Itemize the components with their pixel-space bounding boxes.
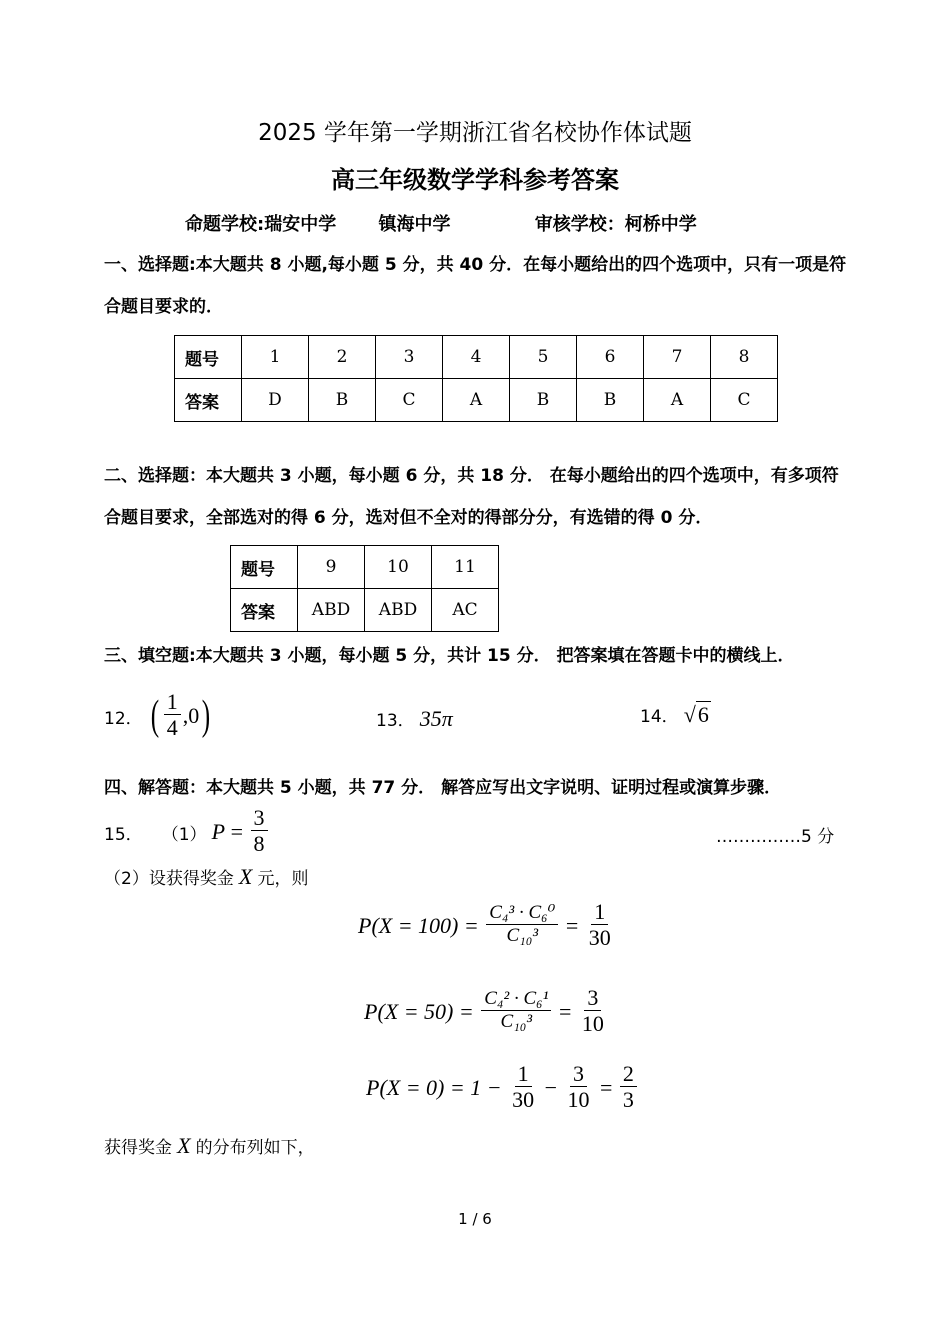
fraction — [164, 690, 181, 742]
row-label-answer: 答案 — [175, 379, 242, 422]
numerator: 3 — [584, 986, 601, 1011]
reviewer-school: 审核学校：柯桥中学 — [534, 214, 697, 235]
question-cell: 7 — [644, 336, 711, 379]
answer-cell: A — [644, 379, 711, 422]
school-info — [185, 210, 697, 236]
answer-cell: B — [577, 379, 644, 422]
section2-heading: 二、选择题：本大题共 3 小题，每小题 6 分，共 18 分． 在每小题给出的四个选项中，有多项符合题目要求，全部选对的得 6 分，选对但不全对的得部分分，有选错的得 0 分． — [104, 466, 839, 528]
left-paren-icon: ( — [150, 692, 159, 739]
denominator: C₁₀³ — [506, 925, 539, 947]
answer-cell: A — [443, 379, 510, 422]
denominator: 30 — [512, 1087, 535, 1113]
q13-value: 35π — [419, 706, 453, 731]
random-variable: X — [177, 1133, 191, 1158]
question-cell: 3 — [376, 336, 443, 379]
numerator: 1 — [515, 1062, 532, 1087]
fraction — [481, 989, 551, 1034]
q15-part1-label: （1） — [161, 824, 207, 845]
table-row — [231, 546, 499, 589]
distribution-text: 获得奖金 — [104, 1138, 172, 1158]
distribution-intro — [104, 1133, 315, 1159]
answer-key-title: 高三年级数学学科参考答案 — [331, 166, 619, 194]
numerator: 2 — [620, 1062, 637, 1087]
answer-cell: ABD — [298, 589, 365, 632]
fraction — [579, 986, 607, 1038]
row-label-answer: 答案 — [231, 589, 298, 632]
numerator: C₄² · C₆¹ — [481, 989, 551, 1011]
answer-cell: B — [309, 379, 376, 422]
q13-label: 13． — [376, 711, 415, 731]
fraction — [586, 900, 614, 952]
equation-2: P(X = 50) = $\frac{\text{C₄² · C₆¹}}{\text{C₁₀³}}$ = $\frac{3}{10}$ — [364, 986, 609, 1038]
section2-answer-table — [230, 545, 499, 632]
section4-heading: 四、解答题：本大题共 5 小题，共 77 分． 解答应写出文字说明、证明过程或演算步骤． — [104, 778, 782, 798]
q12-tail: ,0 — [182, 702, 200, 728]
q15-part1: 15． （1） P = $\frac{3}{8}$ — [104, 806, 270, 858]
numerator: 3 — [251, 806, 268, 831]
question-cell: 5 — [510, 336, 577, 379]
numerator: 1 — [591, 900, 608, 925]
equation-1: P(X = 100) = $\frac{\text{C₄³ · C₆⁰}}{\text{C₁₀³}}$ = $\frac{1}{30}$ — [358, 900, 616, 952]
table-row — [175, 379, 778, 422]
sqrt-expression — [684, 701, 711, 727]
numerator: 3 — [570, 1062, 587, 1087]
denominator: 3 — [622, 1087, 634, 1113]
question-cell: 1 — [242, 336, 309, 379]
answer-cell: ABD — [365, 589, 432, 632]
q15-part2-text: （2）设获得奖金 — [104, 869, 234, 889]
denominator: 4 — [166, 715, 178, 741]
q13-answer — [376, 706, 453, 732]
exam-title: 2025 学年第一学期浙江省名校协作体试题 — [258, 120, 692, 146]
answer-cell: C — [711, 379, 778, 422]
table-row — [231, 589, 499, 632]
q12-answer — [104, 690, 213, 742]
equation-lhs: P(X = 100) = — [358, 912, 479, 938]
prob-symbol: P — [211, 818, 226, 844]
fraction — [251, 806, 268, 858]
table-row — [175, 336, 778, 379]
fraction — [486, 903, 558, 948]
answer-cell: C — [376, 379, 443, 422]
section3-heading: 三、填空题:本大题共 3 小题，每小题 5 分，共计 15 分． 把答案填在答题卡中的横线上． — [104, 646, 795, 666]
question-cell: 11 — [432, 546, 499, 589]
row-label-question: 题号 — [175, 336, 242, 379]
denominator: C₁₀³ — [500, 1011, 533, 1033]
section1-heading: 一、选择题:本大题共 8 小题,每小题 5 分，共 40 分．在每小题给出的四个选项中，只有一项是符合题目要求的． — [104, 255, 847, 317]
equation-lhs: P(X = 50) = — [364, 998, 474, 1024]
denominator: 10 — [567, 1087, 590, 1113]
q14-label: 14． — [640, 707, 679, 727]
question-cell: 6 — [577, 336, 644, 379]
question-cell: 9 — [298, 546, 365, 589]
q15-part2 — [104, 864, 308, 890]
fraction — [620, 1062, 637, 1114]
equation-3: P(X = 0) = 1 − $\frac{1}{30}$ − $\frac{3}{10}$ = $\frac{2}{3}$ — [366, 1062, 639, 1114]
question-cell: 8 — [711, 336, 778, 379]
section1-answer-table — [174, 335, 778, 422]
right-paren-icon: ) — [202, 692, 211, 739]
question-cell: 2 — [309, 336, 376, 379]
denominator: 30 — [588, 925, 611, 951]
equation-lhs: P(X = 0) = 1 − — [366, 1074, 502, 1100]
numerator: 1 — [164, 690, 181, 715]
numerator: C₄³ · C₆⁰ — [486, 903, 558, 925]
distribution-tail: 的分布列如下， — [195, 1138, 315, 1158]
denominator: 8 — [253, 831, 265, 857]
row-label-question: 题号 — [231, 546, 298, 589]
fraction — [509, 1062, 537, 1114]
q12-label: 12． — [104, 708, 143, 729]
q15-part2-tail: 元，则 — [257, 869, 309, 889]
denominator: 10 — [581, 1011, 604, 1037]
question-cell: 10 — [365, 546, 432, 589]
radicand: 6 — [697, 702, 709, 727]
q15-label: 15． — [104, 824, 143, 845]
question-cell: 4 — [443, 336, 510, 379]
answer-cell: D — [242, 379, 309, 422]
fraction — [565, 1062, 593, 1114]
answer-cell: AC — [432, 589, 499, 632]
q14-answer — [640, 702, 711, 728]
q15-score: ……………5 分 — [716, 827, 835, 847]
page-number: 1 / 6 — [458, 1210, 492, 1228]
random-variable: X — [238, 864, 253, 889]
proposer-school-2: 镇海中学 — [378, 214, 451, 235]
answer-cell: B — [510, 379, 577, 422]
proposer-school: 命题学校:瑞安中学 — [185, 214, 337, 235]
sqrt-icon: √ — [683, 702, 696, 727]
